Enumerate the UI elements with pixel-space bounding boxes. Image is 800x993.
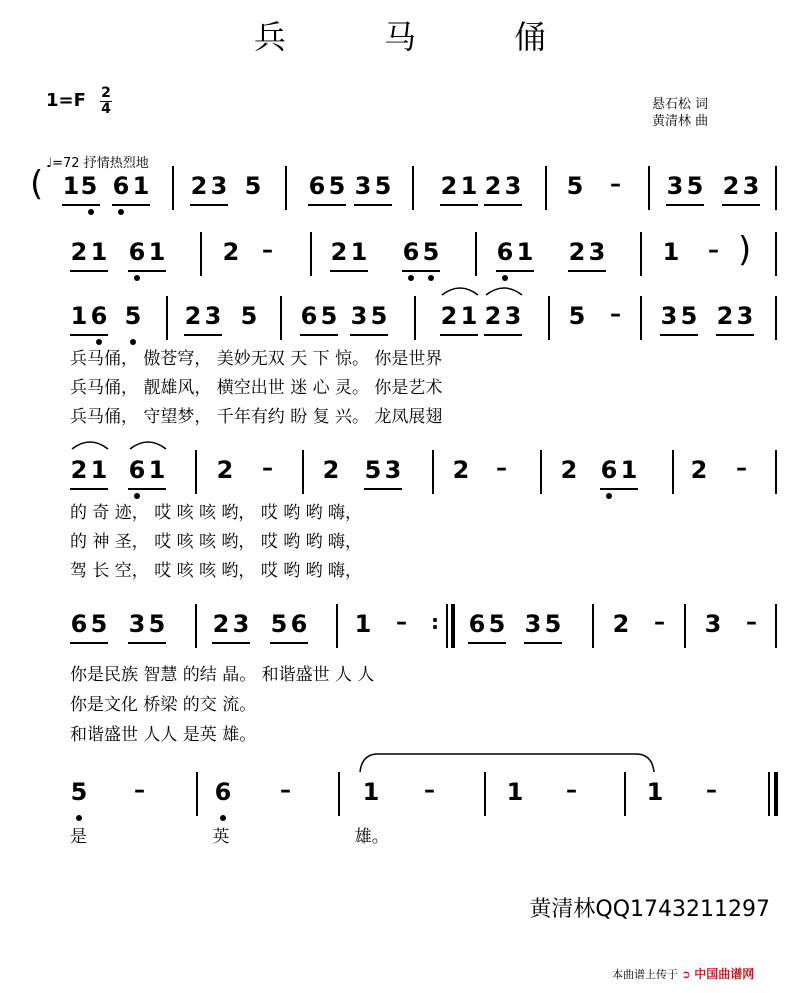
note: 2 <box>484 172 502 200</box>
lyricist-credit: 悬石松 词 <box>652 97 709 112</box>
note: 5 <box>686 172 704 200</box>
note: 1 <box>362 778 380 806</box>
lyrics-row-6 <box>0 822 800 848</box>
note: 5 <box>328 172 346 200</box>
note: 2 <box>484 302 502 330</box>
note: 3 <box>128 610 146 638</box>
lyrics-row-4-verse-1 <box>0 498 800 524</box>
note: 2 <box>560 456 578 484</box>
note: 6 <box>300 302 318 330</box>
low-octave-dot <box>220 815 226 821</box>
note: 3 <box>350 302 368 330</box>
tempo-marking: ♩=72 抒情热烈地 <box>46 156 149 171</box>
lyrics-row-5-verse-1 <box>0 660 800 686</box>
note: 1 <box>148 238 166 266</box>
bar-line <box>540 450 542 494</box>
note: 1 <box>506 778 524 806</box>
note: 3 <box>210 172 228 200</box>
note: 2 <box>716 302 734 330</box>
bar-line <box>414 296 416 340</box>
note: 2 <box>322 456 340 484</box>
note: 1 <box>646 778 664 806</box>
note: 2 <box>190 172 208 200</box>
key-signature: 1=F <box>46 90 86 111</box>
note: 6 <box>128 456 146 484</box>
credits <box>652 96 708 130</box>
note: 6 <box>214 778 232 806</box>
lyric-text: 是 英 雄。 <box>70 827 389 847</box>
staff-row-6 <box>0 778 800 820</box>
note: 2 <box>222 238 240 266</box>
note: 3 <box>504 172 522 200</box>
note: 5 <box>148 610 166 638</box>
lyric-text: 你是文化 桥梁 的交 流。 <box>70 695 257 715</box>
lyrics-row-4-verse-3 <box>0 556 800 582</box>
note: 1 <box>148 456 166 484</box>
footer <box>612 965 754 982</box>
bar-line <box>338 772 340 816</box>
note: 6 <box>128 238 146 266</box>
dash: – <box>262 456 273 481</box>
note: 2 <box>216 456 234 484</box>
note: 5 <box>320 302 338 330</box>
lyrics-row-5-verse-2 <box>0 690 800 716</box>
footer-text: 本曲谱上传于 <box>612 968 678 981</box>
note: 6 <box>308 172 326 200</box>
lyrics-row-3-verse-2 <box>0 373 800 399</box>
note: 3 <box>504 302 522 330</box>
bar-line <box>545 166 547 210</box>
dash: – <box>746 610 757 635</box>
note: 1 <box>516 238 534 266</box>
bar-line <box>484 772 486 816</box>
note: 5 <box>80 172 98 200</box>
bar-line <box>280 296 282 340</box>
note: 5 <box>244 172 262 200</box>
note: 3 <box>660 302 678 330</box>
bar-line <box>336 604 338 648</box>
repeat-paren-open: ( <box>30 164 44 204</box>
note: 5 <box>370 302 388 330</box>
note: 2 <box>568 238 586 266</box>
note: 5 <box>124 302 142 330</box>
bar-line <box>285 166 287 210</box>
lyric-text: 和谐盛世 人人 是英 雄。 <box>70 725 257 745</box>
note: 3 <box>384 456 402 484</box>
note: 5 <box>680 302 698 330</box>
note: 6 <box>600 456 618 484</box>
bar-line <box>775 296 777 340</box>
note: 5 <box>70 778 88 806</box>
bar-line <box>172 166 174 210</box>
note: 5 <box>568 302 586 330</box>
note: 5 <box>544 610 562 638</box>
note: 5 <box>240 302 258 330</box>
lyrics-row-5-verse-3 <box>0 720 800 746</box>
time-signature <box>100 86 112 117</box>
composer-credit: 黄清林 曲 <box>652 114 709 129</box>
lyric-text: 驾 长 空， 哎 咳 咳 哟， 哎 哟 哟 嗨， <box>70 561 363 581</box>
note: 2 <box>212 610 230 638</box>
footer-brand: 中国曲谱网 <box>694 967 755 981</box>
note: 3 <box>204 302 222 330</box>
lyric-text: 兵马俑， 傲苍穹， 美妙无双 天 下 惊。 你是世界 <box>70 349 443 369</box>
note: 2 <box>722 172 740 200</box>
bar-line <box>775 450 777 494</box>
note: 3 <box>666 172 684 200</box>
bar-line <box>624 772 626 816</box>
dash: – <box>566 778 577 803</box>
note: 2 <box>452 456 470 484</box>
bar-line <box>775 232 777 276</box>
dash: – <box>262 238 273 263</box>
dash: – <box>280 778 291 803</box>
lyric-text: 你是民族 智慧 的结 晶。 和谐盛世 人 人 <box>70 665 375 685</box>
note: 1 <box>460 172 478 200</box>
note: 3 <box>736 302 754 330</box>
note: 3 <box>588 238 606 266</box>
note: 3 <box>704 610 722 638</box>
slur <box>70 438 110 450</box>
note: 6 <box>70 610 88 638</box>
repeat-paren-close: ) <box>738 230 752 270</box>
note: 2 <box>330 238 348 266</box>
bar-line <box>684 604 686 648</box>
dash: – <box>424 778 435 803</box>
note: 5 <box>364 456 382 484</box>
note: 2 <box>690 456 708 484</box>
bar-line <box>475 232 477 276</box>
dash: – <box>610 172 621 197</box>
note: 5 <box>270 610 288 638</box>
note: 5 <box>422 238 440 266</box>
final-bar-line <box>768 772 770 816</box>
bar-line <box>648 166 650 210</box>
low-octave-dot <box>88 209 94 215</box>
note: 1 <box>354 610 372 638</box>
staff-row-2 <box>0 230 800 280</box>
bar-line <box>432 450 434 494</box>
bar-line <box>775 604 777 648</box>
note: 6 <box>496 238 514 266</box>
bar-line <box>412 166 414 210</box>
low-octave-dot <box>134 275 140 281</box>
note: 6 <box>402 238 420 266</box>
dash: – <box>396 610 407 635</box>
bar-line <box>640 232 642 276</box>
repeat-colon: : <box>431 610 439 634</box>
repeat-bar-line <box>446 604 448 648</box>
lyric-text: 兵马俑， 靓雄风， 横空出世 迷 心 灵。 你是艺术 <box>70 378 443 398</box>
dash: – <box>736 456 747 481</box>
note: 6 <box>468 610 486 638</box>
bar-line <box>672 450 674 494</box>
bar-line <box>775 166 777 210</box>
bar-line <box>200 232 202 276</box>
note: 3 <box>232 610 250 638</box>
note: 1 <box>132 172 150 200</box>
note: 1 <box>70 302 88 330</box>
note: 1 <box>620 456 638 484</box>
note: 5 <box>488 610 506 638</box>
low-octave-dot <box>428 275 434 281</box>
repeat-bar-line-thick <box>451 604 455 648</box>
staff-row-3 <box>0 302 800 344</box>
note: 5 <box>90 610 108 638</box>
bar-line <box>195 604 197 648</box>
bar-line <box>548 296 550 340</box>
author-contact: 黄清林QQ1743211297 <box>529 897 770 922</box>
note: 5 <box>566 172 584 200</box>
bar-line <box>592 604 594 648</box>
low-octave-dot <box>408 275 414 281</box>
low-octave-dot <box>76 815 82 821</box>
time-signature-bottom: 4 <box>101 101 111 117</box>
dash: – <box>706 778 717 803</box>
note: 1 <box>662 238 680 266</box>
bar-line <box>196 772 198 816</box>
site-logo-icon: ➲ <box>681 968 691 981</box>
staff-row-4 <box>0 456 800 498</box>
bar-line <box>640 296 642 340</box>
tie <box>358 752 658 774</box>
note: 1 <box>460 302 478 330</box>
page-title: 兵 马 俑 <box>253 18 591 56</box>
note: 1 <box>62 172 80 200</box>
bar-line <box>166 296 168 340</box>
note: 2 <box>440 302 458 330</box>
note: 1 <box>90 238 108 266</box>
note: 2 <box>70 456 88 484</box>
dash: – <box>134 778 145 803</box>
slur <box>440 284 480 296</box>
note: 3 <box>524 610 542 638</box>
dash: – <box>708 238 719 263</box>
note: 6 <box>290 610 308 638</box>
bar-line <box>195 450 197 494</box>
note: 6 <box>112 172 130 200</box>
note: 2 <box>440 172 458 200</box>
note: 5 <box>374 172 392 200</box>
final-bar-line-thick <box>774 772 778 816</box>
note: 3 <box>742 172 760 200</box>
dash: – <box>610 302 621 327</box>
slur <box>128 438 168 450</box>
low-octave-dot <box>118 209 124 215</box>
note: 1 <box>90 456 108 484</box>
lyrics-row-3-verse-1 <box>0 344 800 370</box>
slur <box>484 284 524 296</box>
lyrics-row-4-verse-2 <box>0 527 800 553</box>
dash: – <box>496 456 507 481</box>
staff-row-1 <box>0 164 800 214</box>
time-signature-top: 2 <box>101 85 111 101</box>
lyric-text: 兵马俑， 守望梦， 千年有约 盼 复 兴。 龙凤展翅 <box>70 407 443 427</box>
note: 2 <box>70 238 88 266</box>
dash: – <box>654 610 665 635</box>
low-octave-dot <box>502 275 508 281</box>
note: 6 <box>90 302 108 330</box>
note: 2 <box>612 610 630 638</box>
lyric-text: 的 奇 迹， 哎 咳 咳 哟， 哎 哟 哟 嗨， <box>70 503 363 523</box>
lyrics-row-3-verse-3 <box>0 402 800 428</box>
note: 2 <box>184 302 202 330</box>
note: 1 <box>350 238 368 266</box>
bar-line <box>302 450 304 494</box>
staff-row-5 <box>0 610 800 652</box>
lyric-text: 的 神 圣， 哎 咳 咳 哟， 哎 哟 哟 嗨， <box>70 532 363 552</box>
bar-line <box>310 232 312 276</box>
note: 3 <box>354 172 372 200</box>
